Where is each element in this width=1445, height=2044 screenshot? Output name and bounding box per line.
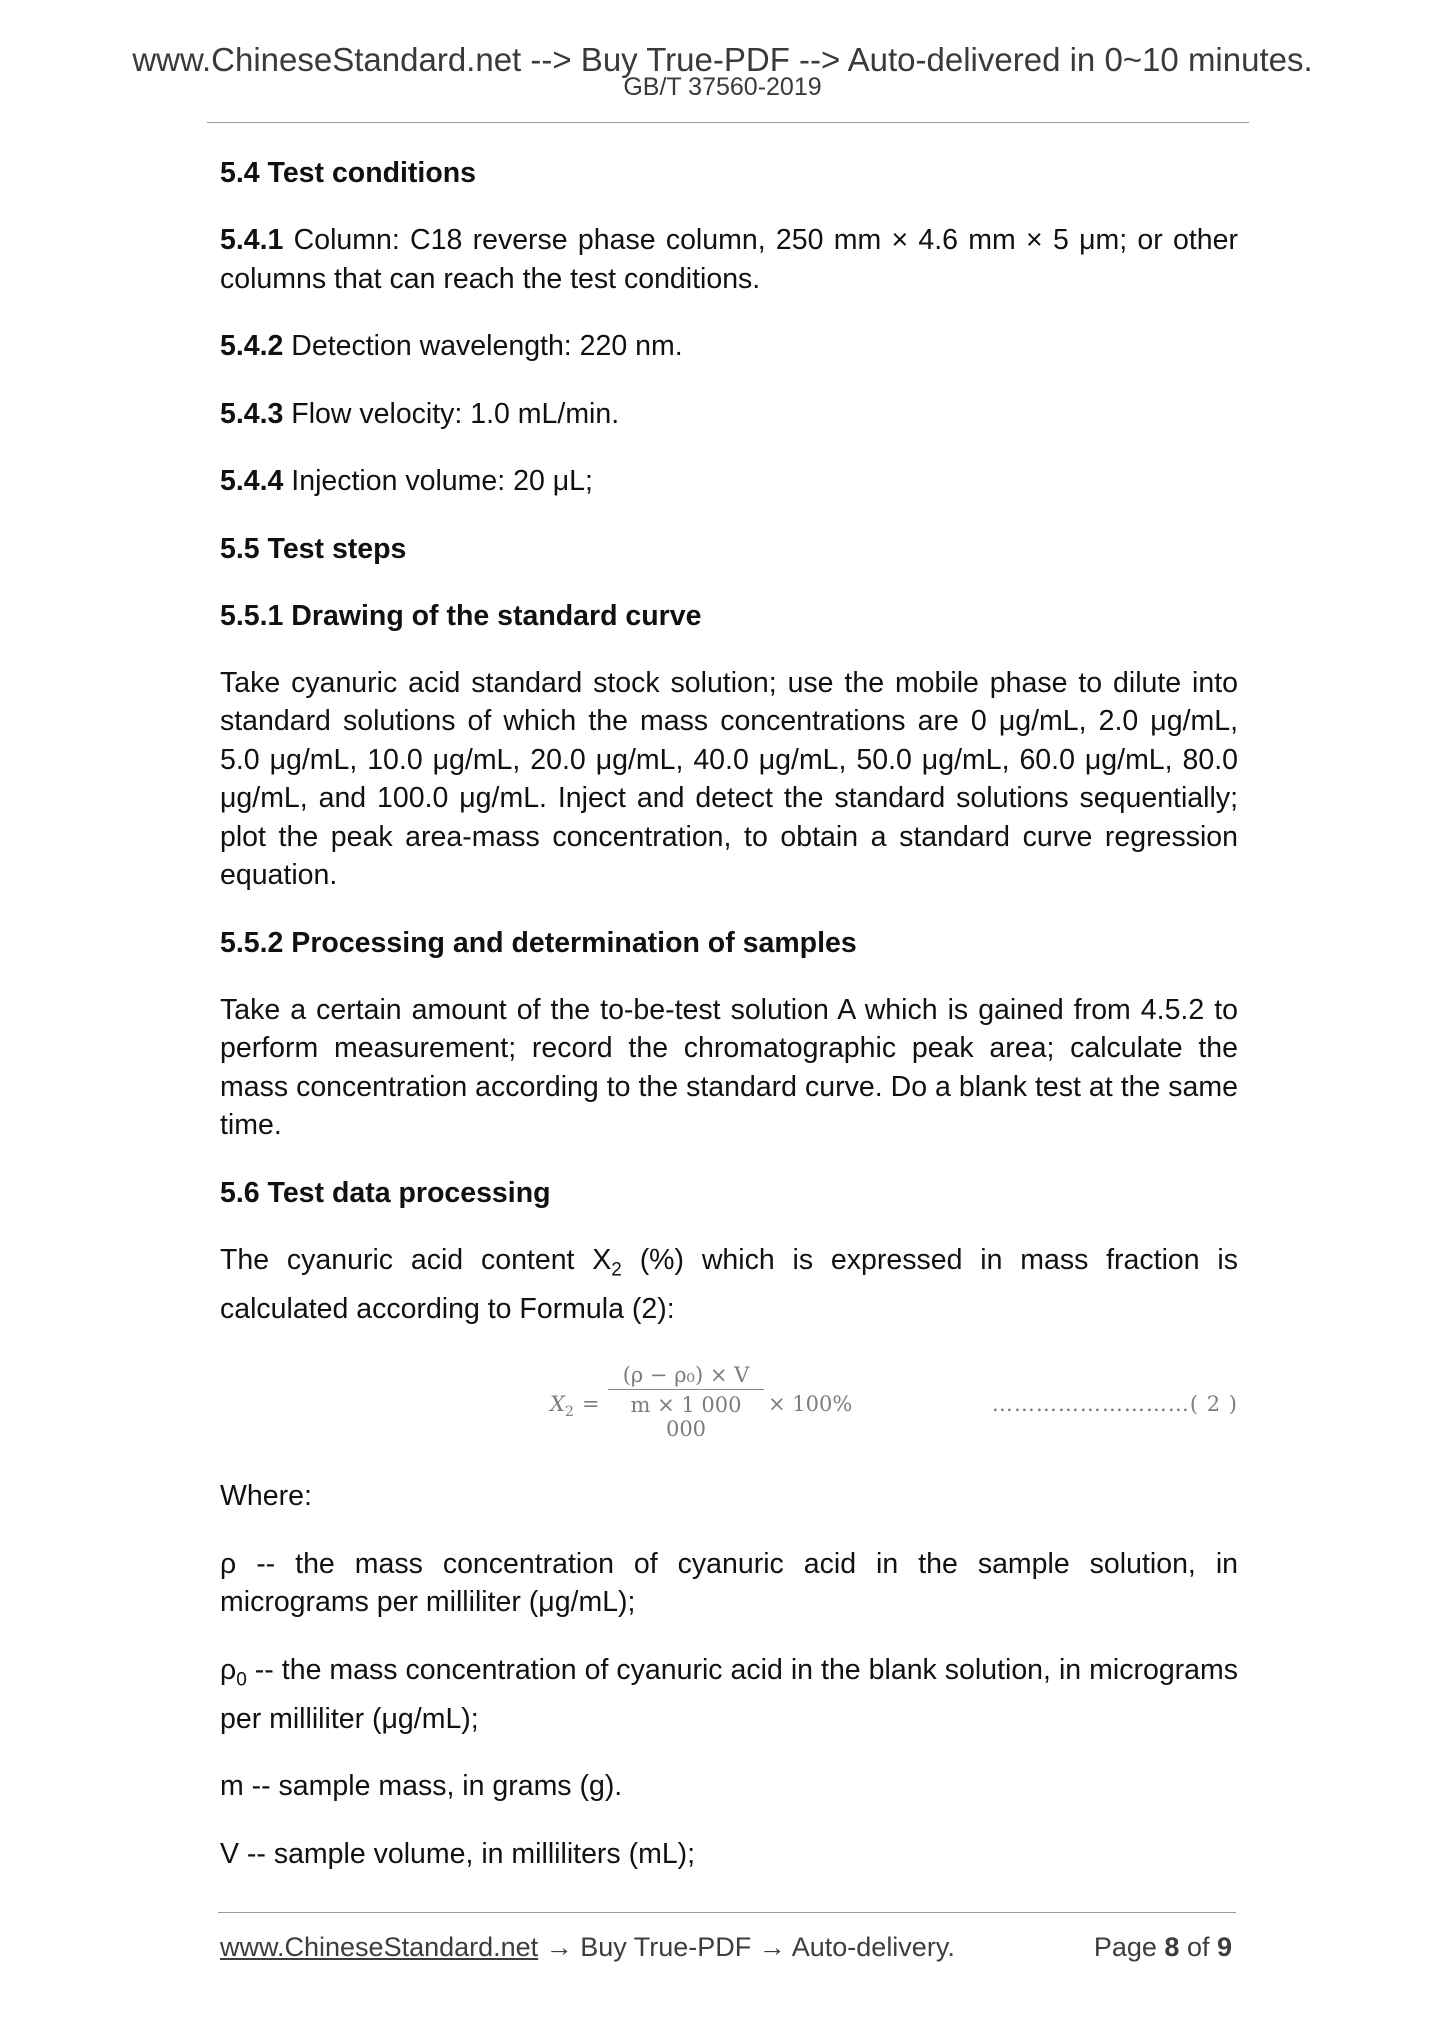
clause-5-4-3 — [220, 395, 1238, 434]
definition-symbol: ρ — [220, 1653, 237, 1686]
section-5-6-title: 5.6 Test data processing — [220, 1176, 551, 1209]
clause-text: Injection volume: 20 μL; — [283, 465, 593, 497]
section-5-5-title: 5.5 Test steps — [220, 532, 407, 565]
formula-numerator: (ρ − ρ₀) × V — [622, 1363, 750, 1388]
intro-text-cont: (%) which is expressed in mass fraction is calculated according to Formula (2): — [220, 1243, 1239, 1325]
formula-equals: = — [582, 1392, 600, 1417]
footer-link[interactable]: www.ChineseStandard.net — [220, 1932, 539, 1962]
subsection-5-5-2-title: 5.5.2 Processing and determination of samples — [220, 926, 857, 959]
of-label: of — [1179, 1932, 1217, 1962]
intro-subscript: 2 — [611, 1259, 622, 1281]
definition-rho0 — [220, 1651, 1238, 1739]
footer-divider — [218, 1912, 1236, 1913]
definition-subscript: 0 — [236, 1669, 247, 1691]
footer-promo — [220, 1930, 955, 1964]
page-content — [220, 154, 1238, 1902]
clause-number: 5.4.4 — [220, 465, 284, 497]
definition-v: V -- sample volume, in milliliters (mL); — [220, 1837, 696, 1870]
definition-rho: ρ -- the mass concentration of cyanuric acid in the sample solution, in micrograms per milliliter (μg/mL); — [220, 1547, 1238, 1619]
formula-intro — [220, 1241, 1238, 1329]
page-label: Page — [1093, 1932, 1165, 1962]
clause-5-4-4 — [220, 462, 1238, 501]
definition-text: -- the mass concentration of cyanuric acid in the blank solution, in micrograms per milliliter (μg/mL); — [220, 1653, 1238, 1735]
clause-5-4-1 — [220, 221, 1238, 298]
footer-tail: → Buy True-PDF → Auto-delivery. — [538, 1932, 955, 1962]
formula-lhs — [550, 1385, 574, 1432]
formula-multiplier: × 100% — [768, 1392, 853, 1417]
page-total: 9 — [1216, 1932, 1232, 1962]
page-number: 8 — [1164, 1932, 1180, 1962]
subsection-5-5-2-text: Take a certain amount of the to-be-test solution A which is gained from 4.5.2 to perform measurement; record the chromatographic peak area; calculate the mass concentration according to the standard curve. Do a blank test at the same time. — [220, 993, 1238, 1141]
clause-number: 5.4.2 — [220, 330, 284, 362]
subsection-5-5-1-title: 5.5.1 Drawing of the standard curve — [220, 599, 702, 632]
clause-text: Column: C18 reverse phase column, 250 mm × 4.6 mm × 5 μm; or other columns that can reach the test conditions. — [220, 224, 1238, 295]
formula-variable: X — [550, 1392, 565, 1417]
subsection-5-5-1-text: Take cyanuric acid standard stock solution; use the mobile phase to dilute into standard solutions of which the mass concentrations are 0 μg/mL, 2.0 μg/mL, 5.0 μg/mL, 10.0 μg/mL, 20.0 μg/mL, 40.0 μg/mL, 50.0 μg/mL, 60.0 μg/mL, 80.0 μg/mL, and 100.0 μg/mL. Inject and detect the standard solutions sequentially; plot the peak area-mass concentration, to obtain a standard curve regression equation. — [220, 666, 1238, 891]
page-indicator — [1094, 1930, 1232, 1964]
clause-5-4-2 — [220, 327, 1238, 366]
formula-denominator: m × 1 000 000 — [630, 1393, 742, 1442]
formula-2 — [220, 1357, 1238, 1447]
clause-text: Flow velocity: 1.0 mL/min. — [283, 397, 620, 430]
top-banner: www.ChineseStandard.net --> Buy True-PDF --> Auto-delivered in 0~10 minutes. — [132, 41, 1313, 78]
formula-reference: ………………………( 2 ) — [991, 1392, 1238, 1417]
definition-m: m -- sample mass, in grams (g). — [220, 1770, 623, 1803]
formula-fraction — [608, 1363, 764, 1442]
section-5-4-title: 5.4 Test conditions — [220, 157, 477, 189]
intro-text: The cyanuric acid content X — [220, 1243, 612, 1276]
header-divider — [207, 122, 1249, 123]
clause-number: 5.4.1 — [220, 224, 284, 256]
document-code: GB/T 37560-2019 — [623, 73, 822, 101]
clause-number: 5.4.3 — [220, 397, 284, 430]
where-label: Where: — [220, 1480, 312, 1513]
clause-text: Detection wavelength: 220 nm. — [283, 330, 683, 362]
formula-subscript: 2 — [564, 1404, 574, 1421]
